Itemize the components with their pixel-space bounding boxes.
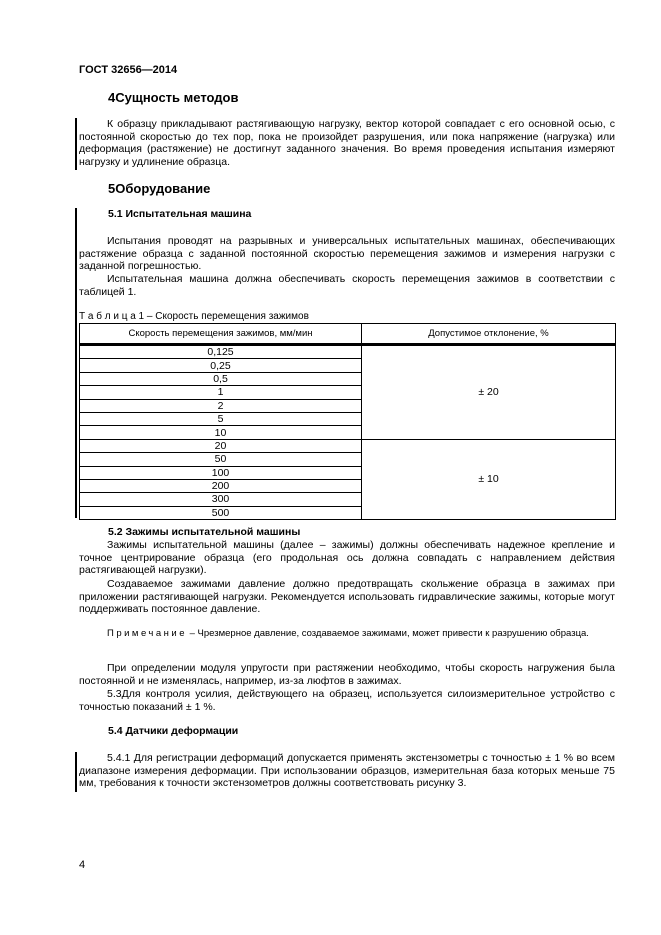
- table-cell-speed: 20: [80, 439, 362, 452]
- table-cell-speed: 2: [80, 399, 362, 412]
- table-header-tolerance: Допустимое отклонение, %: [362, 324, 616, 345]
- note-label: Примечание: [107, 628, 187, 639]
- table-cell-speed: 0,5: [80, 372, 362, 385]
- table-cell-speed: 300: [80, 493, 362, 506]
- subsection-5-2-paragraph-3: При определении модуля упругости при растяжении необходимо, чтобы скорость нагружения была постоянной и не изменялась, например, из-за люфтов в зажимах.: [79, 662, 615, 687]
- table-cell-speed: 500: [80, 506, 362, 519]
- table-cell-speed: 1: [80, 386, 362, 399]
- table-cell-speed: 100: [80, 466, 362, 479]
- note-text: – Чрезмерное давление, создаваемое зажимами, может привести к разрушению образца.: [187, 628, 589, 639]
- table-cell-tolerance: ± 10: [362, 439, 616, 519]
- subsection-5-2-title: 5.2 Зажимы испытательной машины: [108, 526, 301, 538]
- section-4-paragraph: К образцу прикладывают растягивающую нагрузку, вектор которой совпадает с его основной осью, с постоянной скоростью до тех пор, пока не произойдет разрушения, или пока напряжение (нагрузка) или деформация (растяжение) не достигнут заданного значения. Во время проведения испытания измеряют нагрузку и удлинение образца.: [79, 118, 615, 168]
- revision-bar: [75, 118, 77, 170]
- subsection-5-4-1-paragraph: 5.4.1 Для регистрации деформаций допускается применять экстензометры с точностью ± 1 % во всем диапазоне измерения деформации. При использовании образцов, измерительная база которых меньше 75 мм, требования к точности экстензометров должны соответствовать рисунку 3.: [79, 752, 615, 790]
- note: [79, 628, 615, 641]
- table-caption: Т а б л и ц а 1 – Скорость перемещения зажимов: [79, 311, 309, 322]
- subsection-5-2-paragraph-1: Зажимы испытательной машины (далее – зажимы) должны обеспечивать надежное крепление и точное центрирование образца (его продольная ось должна совпадать с направлением действия растягивающей нагрузки).: [79, 539, 615, 577]
- table-cell-speed: 5: [80, 412, 362, 425]
- revision-bar: [75, 208, 77, 518]
- subsection-5-3-paragraph: 5.3Для контроля усилия, действующего на образец, используется силоизмерительное устройство с точностью показаний ± 1 %.: [79, 688, 615, 713]
- subsection-5-2-paragraph-2: Создаваемое зажимами давление должно предотвращать скольжение образца в зажимах при приложении растягивающей нагрузки. Рекомендуется использовать гидравлические зажимы, которые могут поддерживать постоянное давление.: [79, 578, 615, 616]
- speed-table: [79, 323, 616, 520]
- document-header: ГОСТ 32656—2014: [79, 64, 178, 76]
- table-cell-speed: 0,125: [80, 345, 362, 359]
- section-4-title: 4Сущность методов: [108, 90, 239, 105]
- table-cell-speed: 0,25: [80, 359, 362, 372]
- subsection-5-1-paragraph-1: Испытания проводят на разрывных и универсальных испытательных машинах, обеспечивающих растяжение образца с заданной постоянной скоростью перемещения зажимов и измерения нагрузки с заданной погрешностью.: [79, 235, 615, 273]
- table-cell-tolerance: ± 20: [362, 345, 616, 440]
- table-cell-speed: 50: [80, 453, 362, 466]
- section-5-title: 5Оборудование: [108, 181, 211, 196]
- subsection-5-4-title: 5.4 Датчики деформации: [108, 725, 239, 737]
- page-number: 4: [79, 859, 86, 871]
- revision-bar: [75, 752, 77, 792]
- table-header-speed: Скорость перемещения зажимов, мм/мин: [80, 324, 362, 345]
- table-cell-speed: 10: [80, 426, 362, 439]
- table-cell-speed: 200: [80, 479, 362, 492]
- subsection-5-1-paragraph-2: Испытательная машина должна обеспечивать скорость перемещения зажимов в соответствии с таблицей 1.: [79, 273, 615, 298]
- subsection-5-1-title: 5.1 Испытательная машина: [108, 208, 252, 220]
